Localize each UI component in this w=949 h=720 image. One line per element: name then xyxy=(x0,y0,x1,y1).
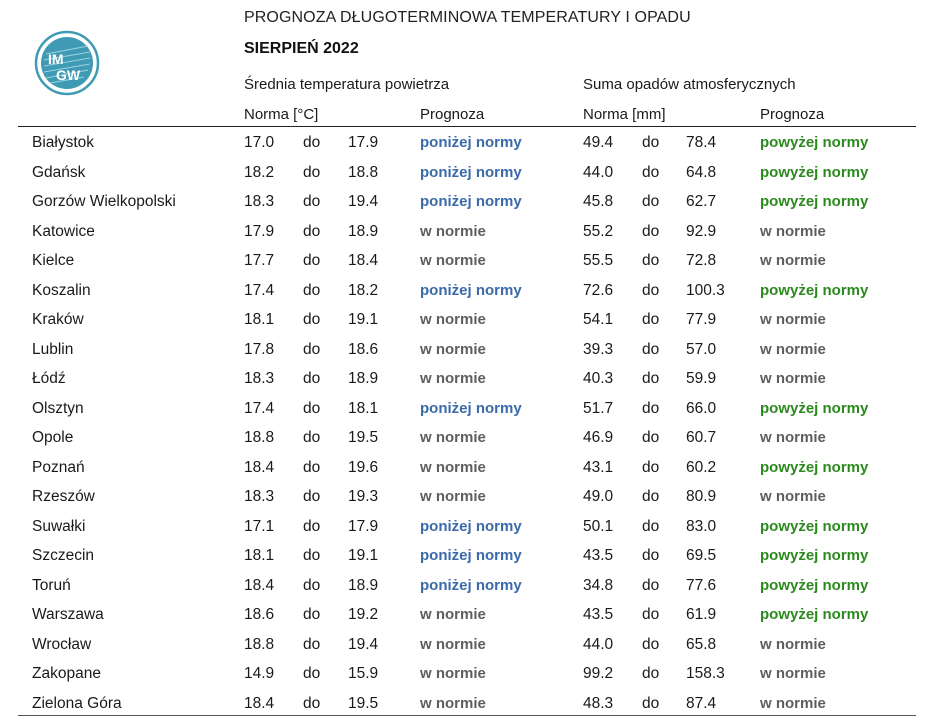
rain-norm-min: 49.4 xyxy=(583,134,614,151)
rain-forecast: w normie xyxy=(760,635,826,653)
temp-norm-min: 18.2 xyxy=(244,163,275,181)
city-name: Kraków xyxy=(32,311,84,328)
rain-range-sep: do xyxy=(642,281,660,299)
rain-range-sep: do xyxy=(642,311,660,328)
rain-norm-max: 66.0 xyxy=(686,399,717,417)
rain-forecast: powyżej normy xyxy=(760,163,869,181)
rain-norm-max: 62.7 xyxy=(686,193,717,210)
city-name: Poznań xyxy=(32,458,85,476)
rain-norm-max: 69.5 xyxy=(686,547,717,564)
temp-forecast: w normie xyxy=(420,252,486,269)
rain-norm-max: 72.8 xyxy=(686,252,717,269)
rain-norm-max: 60.7 xyxy=(686,429,717,446)
temp-range-sep: do xyxy=(303,252,321,269)
rain-range-sep: do xyxy=(642,252,660,269)
rain-norm-max: 59.9 xyxy=(686,370,717,387)
table-row xyxy=(0,336,949,366)
temp-range-sep: do xyxy=(303,576,321,594)
rain-forecast: powyżej normy xyxy=(760,576,869,594)
temp-norm-min: 18.4 xyxy=(244,576,275,594)
city-name: Suwałki xyxy=(32,517,86,535)
rain-forecast: w normie xyxy=(760,694,826,712)
rain-forecast: w normie xyxy=(760,252,826,269)
rain-range-sep: do xyxy=(642,163,660,181)
temp-norm-max: 18.4 xyxy=(348,252,379,269)
rain-norm-min: 99.2 xyxy=(583,665,614,682)
temp-norm-min: 17.7 xyxy=(244,252,275,269)
temp-norm-max: 19.5 xyxy=(348,694,379,712)
rain-forecast: powyżej normy xyxy=(760,458,869,476)
logo-text-bottom: GW xyxy=(56,67,81,83)
temp-norm-min: 18.6 xyxy=(244,606,275,623)
rain-norm-max: 158.3 xyxy=(686,665,725,682)
table-row xyxy=(0,365,949,395)
rain-range-sep: do xyxy=(642,222,660,240)
temp-forecast: w normie xyxy=(420,665,486,682)
temp-norm-max: 18.9 xyxy=(348,370,379,387)
rain-forecast-header: Prognoza xyxy=(760,106,825,123)
rain-forecast: powyżej normy xyxy=(760,134,869,151)
temp-forecast: poniżej normy xyxy=(420,281,522,299)
table-row xyxy=(0,601,949,631)
temp-norm-min: 17.4 xyxy=(244,281,275,299)
city-name: Katowice xyxy=(32,222,95,240)
temp-range-sep: do xyxy=(303,517,321,535)
rain-norm-min: 45.8 xyxy=(583,193,614,210)
rain-range-sep: do xyxy=(642,665,660,682)
temp-norm-max: 18.9 xyxy=(348,222,379,240)
rain-forecast: w normie xyxy=(760,429,826,446)
rain-range-sep: do xyxy=(642,606,660,623)
temp-norm-max: 18.2 xyxy=(348,281,379,299)
table-row xyxy=(0,218,949,248)
rain-norm-max: 65.8 xyxy=(686,635,717,653)
table-row xyxy=(0,631,949,661)
rain-forecast: powyżej normy xyxy=(760,399,869,417)
temp-range-sep: do xyxy=(303,429,321,446)
period-title: SIERPIEŃ 2022 xyxy=(244,40,359,57)
rain-norm-min: 39.3 xyxy=(583,340,614,358)
temp-forecast: poniżej normy xyxy=(420,399,522,417)
rain-range-sep: do xyxy=(642,458,660,476)
rain-norm-min: 40.3 xyxy=(583,370,614,387)
rain-forecast: w normie xyxy=(760,370,826,387)
rain-range-sep: do xyxy=(642,399,660,417)
temp-range-sep: do xyxy=(303,694,321,712)
table-row xyxy=(0,247,949,277)
rain-forecast: w normie xyxy=(760,488,826,505)
city-name: Rzeszów xyxy=(32,488,95,505)
temp-forecast: poniżej normy xyxy=(420,517,522,535)
temp-norm-min: 18.8 xyxy=(244,635,275,653)
city-name: Białystok xyxy=(32,134,95,151)
temp-range-sep: do xyxy=(303,222,321,240)
table-row xyxy=(0,454,949,484)
temp-norm-min: 17.4 xyxy=(244,399,275,417)
temp-range-sep: do xyxy=(303,370,321,387)
temp-range-sep: do xyxy=(303,163,321,181)
city-name: Olsztyn xyxy=(32,399,84,417)
table-row xyxy=(0,306,949,336)
table-row xyxy=(0,513,949,543)
temp-norm-max: 19.2 xyxy=(348,606,379,623)
rain-norm-min: 34.8 xyxy=(583,576,614,594)
temp-norm-min: 18.3 xyxy=(244,370,275,387)
temp-forecast: w normie xyxy=(420,458,486,476)
temp-forecast: w normie xyxy=(420,635,486,653)
temp-range-sep: do xyxy=(303,193,321,210)
temp-range-sep: do xyxy=(303,547,321,564)
logo-text-top: IM xyxy=(48,51,64,67)
city-name: Opole xyxy=(32,429,74,446)
city-name: Toruń xyxy=(32,576,71,594)
rain-range-sep: do xyxy=(642,193,660,210)
temp-range-sep: do xyxy=(303,606,321,623)
rain-forecast: powyżej normy xyxy=(760,517,869,535)
rain-range-sep: do xyxy=(642,547,660,564)
rain-norm-max: 61.9 xyxy=(686,606,717,623)
page-title: PROGNOZA DŁUGOTERMINOWA TEMPERATURY I OPADU xyxy=(244,9,691,26)
rain-norm-max: 64.8 xyxy=(686,163,717,181)
rain-forecast: powyżej normy xyxy=(760,547,869,564)
rain-norm-max: 100.3 xyxy=(686,281,725,299)
temperature-section-heading: Średnia temperatura powietrza xyxy=(244,76,450,93)
temp-norm-min: 18.1 xyxy=(244,547,275,564)
temp-range-sep: do xyxy=(303,281,321,299)
temp-norm-max: 18.9 xyxy=(348,576,379,594)
table-bottom-divider xyxy=(18,715,916,716)
rain-norm-min: 50.1 xyxy=(583,517,614,535)
table-row xyxy=(0,395,949,425)
temp-norm-max: 19.4 xyxy=(348,193,379,210)
temp-forecast: w normie xyxy=(420,311,486,328)
table-row xyxy=(0,483,949,513)
temp-norm-max: 15.9 xyxy=(348,665,379,682)
rain-range-sep: do xyxy=(642,429,660,446)
city-name: Gdańsk xyxy=(32,163,86,181)
temp-norm-max: 18.1 xyxy=(348,399,379,417)
rain-norm-min: 43.5 xyxy=(583,547,614,564)
forecast-table xyxy=(0,129,949,719)
table-row xyxy=(0,424,949,454)
rain-norm-header: Norma [mm] xyxy=(583,106,666,123)
temp-norm-min: 18.8 xyxy=(244,429,275,446)
temp-range-sep: do xyxy=(303,311,321,328)
temp-range-sep: do xyxy=(303,488,321,505)
table-row xyxy=(0,542,949,572)
rain-norm-min: 54.1 xyxy=(583,311,614,328)
city-name: Kielce xyxy=(32,252,75,269)
table-row xyxy=(0,277,949,307)
temp-forecast: poniżej normy xyxy=(420,576,522,594)
rain-norm-max: 80.9 xyxy=(686,488,717,505)
temp-range-sep: do xyxy=(303,134,321,151)
temp-norm-max: 18.6 xyxy=(348,340,379,358)
temp-norm-min: 18.4 xyxy=(244,458,275,476)
temp-forecast: poniżej normy xyxy=(420,193,522,210)
imgw-logo xyxy=(34,30,100,96)
rain-range-sep: do xyxy=(642,370,660,387)
temp-norm-min: 17.0 xyxy=(244,134,275,151)
rain-norm-max: 92.9 xyxy=(686,222,717,240)
city-name: Szczecin xyxy=(32,547,95,564)
rain-range-sep: do xyxy=(642,635,660,653)
header-divider xyxy=(18,126,916,127)
rain-norm-max: 77.6 xyxy=(686,576,717,594)
city-name: Łódź xyxy=(32,370,66,387)
rain-range-sep: do xyxy=(642,488,660,505)
rain-range-sep: do xyxy=(642,517,660,535)
temp-norm-min: 17.9 xyxy=(244,222,275,240)
rain-range-sep: do xyxy=(642,134,660,151)
table-row xyxy=(0,572,949,602)
temp-forecast: w normie xyxy=(420,370,486,387)
rain-norm-max: 60.2 xyxy=(686,458,717,476)
temp-forecast: poniżej normy xyxy=(420,547,522,564)
temp-range-sep: do xyxy=(303,635,321,653)
temp-norm-max: 17.9 xyxy=(348,134,379,151)
rain-forecast: w normie xyxy=(760,222,826,240)
temp-norm-header: Norma [°C] xyxy=(244,106,319,123)
rain-norm-min: 55.2 xyxy=(583,222,614,240)
temp-range-sep: do xyxy=(303,458,321,476)
temp-forecast: w normie xyxy=(420,222,486,240)
city-name: Lublin xyxy=(32,340,74,358)
temp-norm-min: 18.3 xyxy=(244,488,275,505)
rain-forecast: w normie xyxy=(760,665,826,682)
rain-norm-max: 78.4 xyxy=(686,134,717,151)
rain-norm-min: 49.0 xyxy=(583,488,614,505)
rain-norm-max: 57.0 xyxy=(686,340,717,358)
temp-forecast: poniżej normy xyxy=(420,134,522,151)
temp-norm-max: 19.1 xyxy=(348,311,379,328)
rain-norm-min: 51.7 xyxy=(583,399,614,417)
rain-norm-min: 48.3 xyxy=(583,694,614,712)
temp-norm-max: 19.4 xyxy=(348,635,379,653)
rain-norm-min: 43.1 xyxy=(583,458,614,476)
rain-norm-min: 72.6 xyxy=(583,281,614,299)
rain-norm-max: 87.4 xyxy=(686,694,717,712)
table-row xyxy=(0,188,949,218)
city-name: Zakopane xyxy=(32,665,101,682)
rain-range-sep: do xyxy=(642,576,660,594)
table-row xyxy=(0,159,949,189)
temp-range-sep: do xyxy=(303,665,321,682)
temp-norm-min: 18.1 xyxy=(244,311,275,328)
table-row xyxy=(0,660,949,690)
precipitation-section-heading: Suma opadów atmosferycznych xyxy=(583,76,796,93)
rain-norm-min: 44.0 xyxy=(583,635,614,653)
rain-norm-min: 44.0 xyxy=(583,163,614,181)
rain-norm-min: 43.5 xyxy=(583,606,614,623)
temp-forecast: poniżej normy xyxy=(420,163,522,181)
rain-forecast: powyżej normy xyxy=(760,193,869,210)
temp-forecast: w normie xyxy=(420,488,486,505)
rain-norm-max: 77.9 xyxy=(686,311,717,328)
temp-forecast-header: Prognoza xyxy=(420,106,485,123)
city-name: Koszalin xyxy=(32,281,91,299)
rain-forecast: w normie xyxy=(760,311,826,328)
temp-norm-min: 17.8 xyxy=(244,340,275,358)
temp-forecast: w normie xyxy=(420,429,486,446)
city-name: Zielona Góra xyxy=(32,694,122,712)
temp-norm-max: 18.8 xyxy=(348,163,379,181)
rain-range-sep: do xyxy=(642,694,660,712)
city-name: Warszawa xyxy=(32,606,104,623)
rain-forecast: w normie xyxy=(760,340,826,358)
temp-norm-min: 18.3 xyxy=(244,193,275,210)
temp-norm-max: 19.1 xyxy=(348,547,379,564)
rain-forecast: powyżej normy xyxy=(760,281,869,299)
rain-norm-min: 55.5 xyxy=(583,252,614,269)
temp-norm-min: 18.4 xyxy=(244,694,275,712)
temp-forecast: w normie xyxy=(420,694,486,712)
temp-norm-max: 19.6 xyxy=(348,458,379,476)
temp-norm-min: 17.1 xyxy=(244,517,275,535)
temp-forecast: w normie xyxy=(420,606,486,623)
temp-range-sep: do xyxy=(303,340,321,358)
city-name: Wrocław xyxy=(32,635,92,653)
table-row xyxy=(0,129,949,159)
rain-range-sep: do xyxy=(642,340,660,358)
temp-range-sep: do xyxy=(303,399,321,417)
rain-forecast: powyżej normy xyxy=(760,606,869,623)
temp-norm-max: 19.3 xyxy=(348,488,379,505)
temp-forecast: w normie xyxy=(420,340,486,358)
city-name: Gorzów Wielkopolski xyxy=(32,193,176,210)
temp-norm-max: 19.5 xyxy=(348,429,379,446)
temp-norm-min: 14.9 xyxy=(244,665,275,682)
rain-norm-min: 46.9 xyxy=(583,429,614,446)
rain-norm-max: 83.0 xyxy=(686,517,717,535)
temp-norm-max: 17.9 xyxy=(348,517,379,535)
